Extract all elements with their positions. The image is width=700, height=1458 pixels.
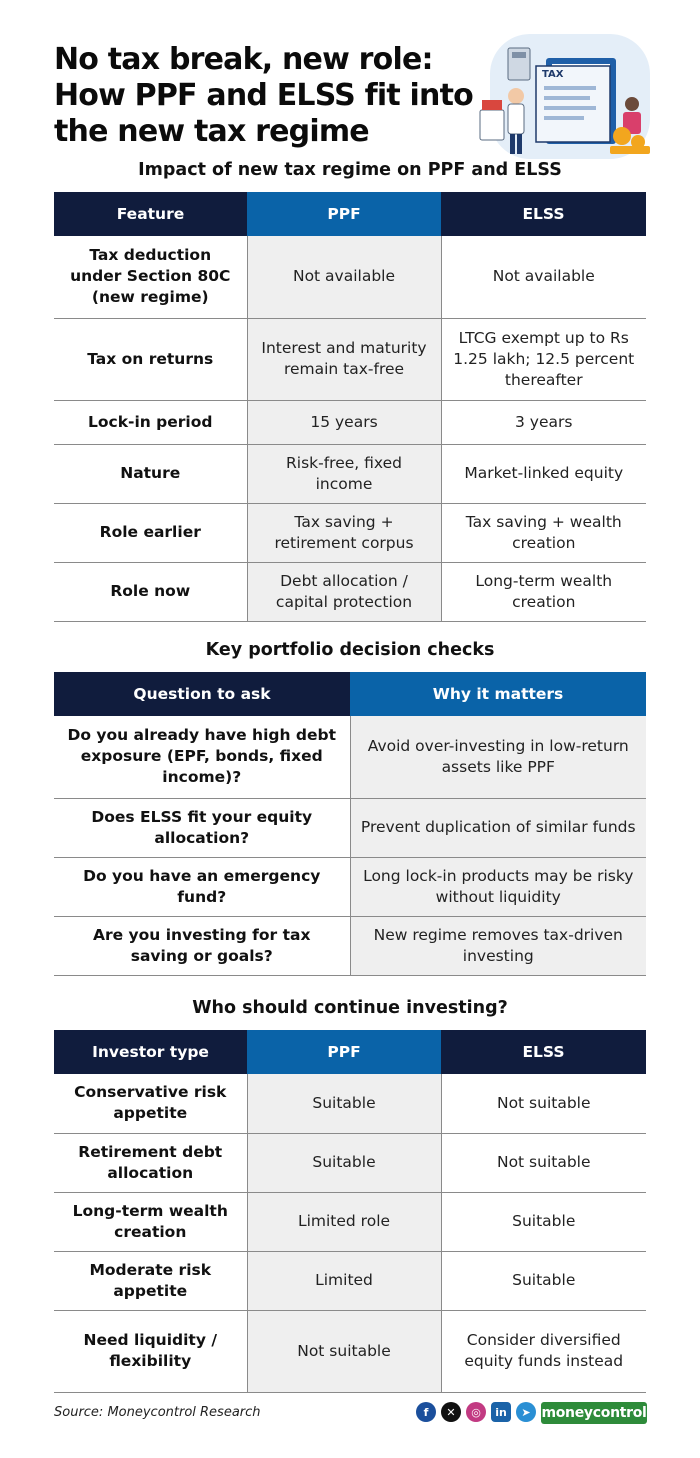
column-header: PPF — [247, 192, 441, 236]
ppf-cell: Not suitable — [247, 1310, 441, 1392]
table-row — [54, 916, 646, 975]
elss-cell: Not suitable — [441, 1133, 646, 1192]
elss-cell: Long-term wealth creation — [441, 562, 646, 621]
table-row — [54, 400, 646, 444]
elss-cell: LTCG exempt up to Rs 1.25 lakh; 12.5 percent thereafter — [441, 318, 646, 400]
elss-cell: Not suitable — [441, 1074, 646, 1133]
feature-cell: Lock-in period — [54, 400, 247, 444]
table-row — [54, 444, 646, 503]
ppf-cell: Limited role — [247, 1192, 441, 1251]
facebook-icon[interactable]: f — [416, 1402, 436, 1422]
table-header-row — [54, 192, 646, 236]
ppf-cell: Limited — [247, 1251, 441, 1310]
ppf-cell: Suitable — [247, 1133, 441, 1192]
column-header: Why it matters — [350, 672, 646, 716]
table-row — [54, 1133, 646, 1192]
ppf-cell: Debt allocation / capital protection — [247, 562, 441, 621]
column-header: Feature — [54, 192, 247, 236]
table-row — [54, 318, 646, 400]
question-cell: Do you have an emergency fund? — [54, 857, 350, 916]
telegram-icon[interactable]: ➤ — [516, 1402, 536, 1422]
elss-cell: Suitable — [441, 1192, 646, 1251]
ppf-cell: Not available — [247, 236, 441, 318]
section-title-investors: Who should continue investing? — [192, 998, 508, 1018]
x-icon[interactable]: ✕ — [441, 1402, 461, 1422]
column-header: ELSS — [441, 1030, 646, 1074]
table-row — [54, 798, 646, 857]
decision-checks-table — [54, 672, 646, 976]
ppf-cell: Interest and maturity remain tax-free — [247, 318, 441, 400]
feature-cell: Role earlier — [54, 503, 247, 562]
feature-cell: Tax deduction under Section 80C (new regime) — [54, 236, 247, 318]
table-row — [54, 1192, 646, 1251]
investor-type-cell: Conservative risk appetite — [54, 1074, 247, 1133]
table-row — [54, 503, 646, 562]
linkedin-icon[interactable]: in — [491, 1402, 511, 1422]
question-cell: Are you investing for tax saving or goals? — [54, 916, 350, 975]
table-row — [54, 1074, 646, 1133]
elss-cell: Not available — [441, 236, 646, 318]
why-cell: New regime removes tax-driven investing — [350, 916, 646, 975]
investor-type-cell: Long-term wealth creation — [54, 1192, 247, 1251]
impact-table — [54, 192, 646, 622]
question-cell: Does ELSS fit your equity allocation? — [54, 798, 350, 857]
social-icons — [416, 1402, 536, 1422]
elss-cell: Market-linked equity — [441, 444, 646, 503]
tax-illustration — [460, 14, 660, 164]
moneycontrol-logo: moneycontrol — [541, 1402, 647, 1424]
source-note: Source: Moneycontrol Research — [54, 1405, 261, 1420]
elss-cell: Tax saving + wealth creation — [441, 503, 646, 562]
feature-cell: Role now — [54, 562, 247, 621]
investor-type-cell: Moderate risk appetite — [54, 1251, 247, 1310]
tax-label: TAX — [542, 69, 564, 80]
table-row — [54, 716, 646, 798]
column-header: ELSS — [441, 192, 646, 236]
column-header: Question to ask — [54, 672, 350, 716]
ppf-cell: Risk-free, fixed income — [247, 444, 441, 503]
ppf-cell: 15 years — [247, 400, 441, 444]
why-cell: Long lock-in products may be risky without liquidity — [350, 857, 646, 916]
why-cell: Avoid over-investing in low-return assets like PPF — [350, 716, 646, 798]
feature-cell: Tax on returns — [54, 318, 247, 400]
column-header: PPF — [247, 1030, 441, 1074]
table-header-row — [54, 1030, 646, 1074]
elss-cell: Consider diversified equity funds instead — [441, 1310, 646, 1392]
elss-cell: 3 years — [441, 400, 646, 444]
column-header: Investor type — [54, 1030, 247, 1074]
investor-table — [54, 1030, 646, 1393]
investor-type-cell: Retirement debt allocation — [54, 1133, 247, 1192]
page-title: No tax break, new role: How PPF and ELSS fit into the new tax regime — [54, 42, 473, 149]
instagram-icon[interactable]: ◎ — [466, 1402, 486, 1422]
table-row — [54, 1310, 646, 1392]
section-title-impact: Impact of new tax regime on PPF and ELSS — [138, 160, 562, 180]
table-row — [54, 236, 646, 318]
ppf-cell: Tax saving + retirement corpus — [247, 503, 441, 562]
elss-cell: Suitable — [441, 1251, 646, 1310]
question-cell: Do you already have high debt exposure (EPF, bonds, fixed income)? — [54, 716, 350, 798]
table-row — [54, 1251, 646, 1310]
table-header-row — [54, 672, 646, 716]
investor-type-cell: Need liquidity / flexibility — [54, 1310, 247, 1392]
why-cell: Prevent duplication of similar funds — [350, 798, 646, 857]
table-row — [54, 857, 646, 916]
table-row — [54, 562, 646, 621]
feature-cell: Nature — [54, 444, 247, 503]
ppf-cell: Suitable — [247, 1074, 441, 1133]
section-title-checks: Key portfolio decision checks — [205, 640, 495, 660]
